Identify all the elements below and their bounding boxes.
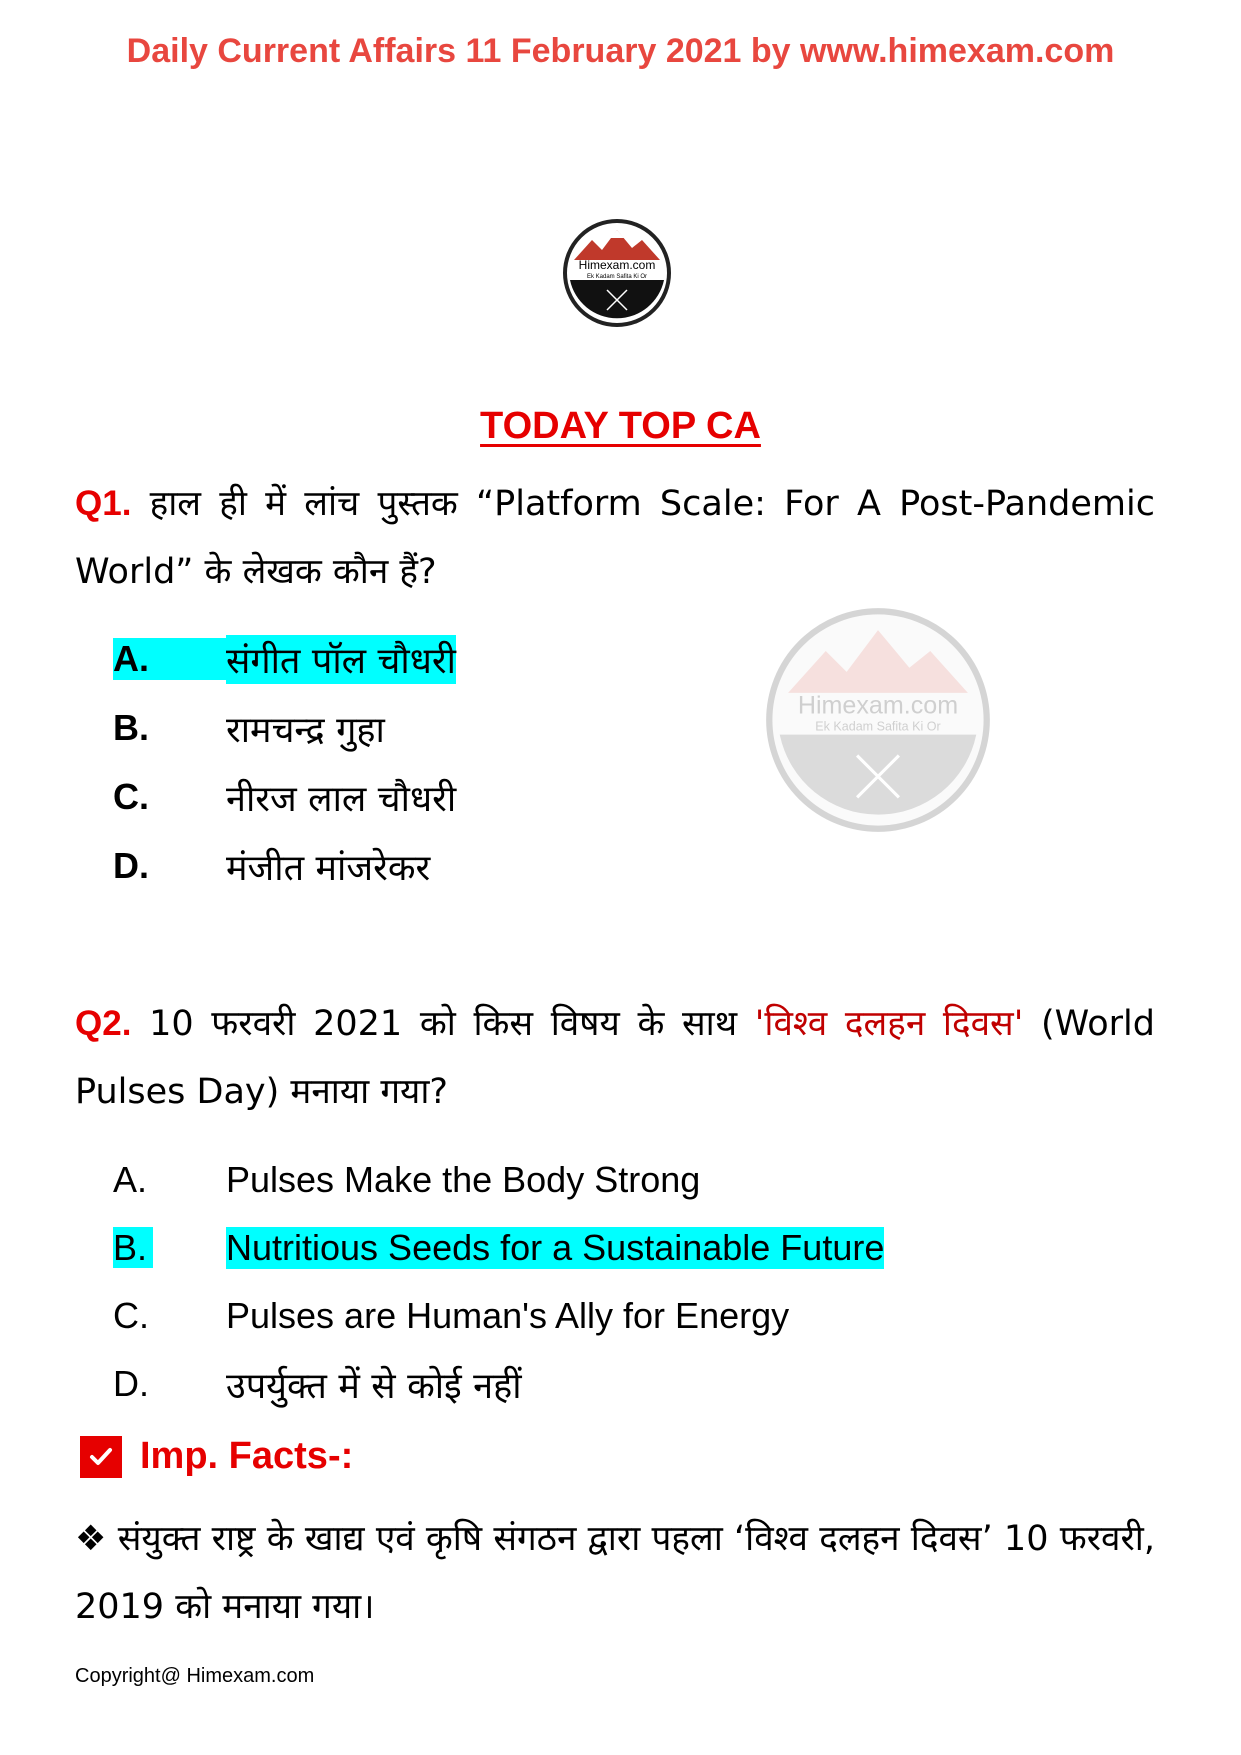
q2-option-a-letter: A.	[113, 1159, 148, 1200]
q2-option-b-text: Nutritious Seeds for a Sustainable Future	[226, 1227, 885, 1268]
q1-option-b	[113, 696, 385, 760]
q2-option-b-letter: B.	[113, 1227, 153, 1268]
q2-option-a	[113, 1148, 700, 1212]
question-1	[75, 470, 1155, 606]
q1-option-c-text: नीरज लाल चौधरी	[226, 778, 457, 820]
logo-brand-text: Himexam.com	[578, 258, 656, 272]
section-title	[0, 405, 1241, 448]
q1-option-c	[113, 765, 456, 829]
q2-option-b	[113, 1216, 884, 1280]
q1-option-a	[113, 627, 456, 691]
question-1-number: Q1.	[75, 484, 132, 523]
q1-option-d	[113, 834, 430, 898]
q1-option-c-letter: C.	[113, 776, 149, 817]
q2-option-d-letter: D.	[113, 1363, 149, 1404]
q1-option-a-letter: A.	[113, 638, 226, 680]
q2-option-d	[113, 1352, 522, 1416]
q1-option-a-text: संगीत पॉल चौधरी	[226, 635, 456, 684]
watermark-logo	[763, 605, 993, 835]
watermark-brand-text: Himexam.com	[797, 691, 959, 720]
himexam-logo	[562, 218, 672, 328]
question-2-highlight: 'विश्व दलहन दिवस'	[754, 1004, 1024, 1044]
q2-option-b-letter-wrap	[113, 1227, 153, 1269]
q2-option-c	[113, 1284, 789, 1348]
page-header-title: Daily Current Affairs 11 February 2021 by www.himexam.com	[126, 32, 1115, 70]
diamond-bullet-icon: ❖	[75, 1519, 107, 1559]
q2-option-c-letter: C.	[113, 1295, 149, 1336]
copyright-footer: Copyright@ Himexam.com	[75, 1665, 315, 1687]
imp-facts-heading	[80, 1435, 353, 1478]
q1-option-b-letter: B.	[113, 707, 149, 748]
question-2-text-before: 10 फरवरी 2021 को किस विषय के साथ	[149, 1004, 738, 1044]
logo-tagline-text: Ek Kadam Safita Ki Or	[586, 274, 648, 280]
question-2	[75, 990, 1155, 1126]
fact-text: संयुक्त राष्ट्र के खाद्य एवं कृषि संगठन द्वारा पहला ‘विश्व दलहन दिवस’ 10 फरवरी, 2019 को मनाया गया।	[75, 1519, 1155, 1627]
q1-option-d-letter: D.	[113, 845, 149, 886]
section-title-text: TODAY TOP CA	[480, 405, 761, 447]
question-2-number: Q2.	[75, 1004, 132, 1043]
q2-option-c-text: Pulses are Human's Ally for Energy	[226, 1295, 790, 1336]
q1-option-d-text: मंजीत मांजरेकर	[226, 847, 431, 889]
watermark-tagline-text: Ek Kadam Safita Ki Or	[815, 719, 941, 734]
checkbox-checked-icon	[80, 1436, 122, 1478]
q1-option-b-text: रामचन्द्र गुहा	[226, 709, 385, 751]
question-1-text: हाल ही में लांच पुस्तक “Platform Scale: For A Post-Pandemic World” के लेखक कौन हैं?	[75, 484, 1155, 592]
question-2-text-after: (World Pulses Day) मनाया गया?	[75, 1004, 1155, 1112]
q2-option-d-text: उपर्युक्त में से कोई नहीं	[226, 1365, 522, 1407]
imp-facts-title: Imp. Facts-:	[140, 1435, 354, 1477]
q2-option-a-text: Pulses Make the Body Strong	[226, 1159, 701, 1200]
fact-paragraph	[75, 1505, 1155, 1641]
